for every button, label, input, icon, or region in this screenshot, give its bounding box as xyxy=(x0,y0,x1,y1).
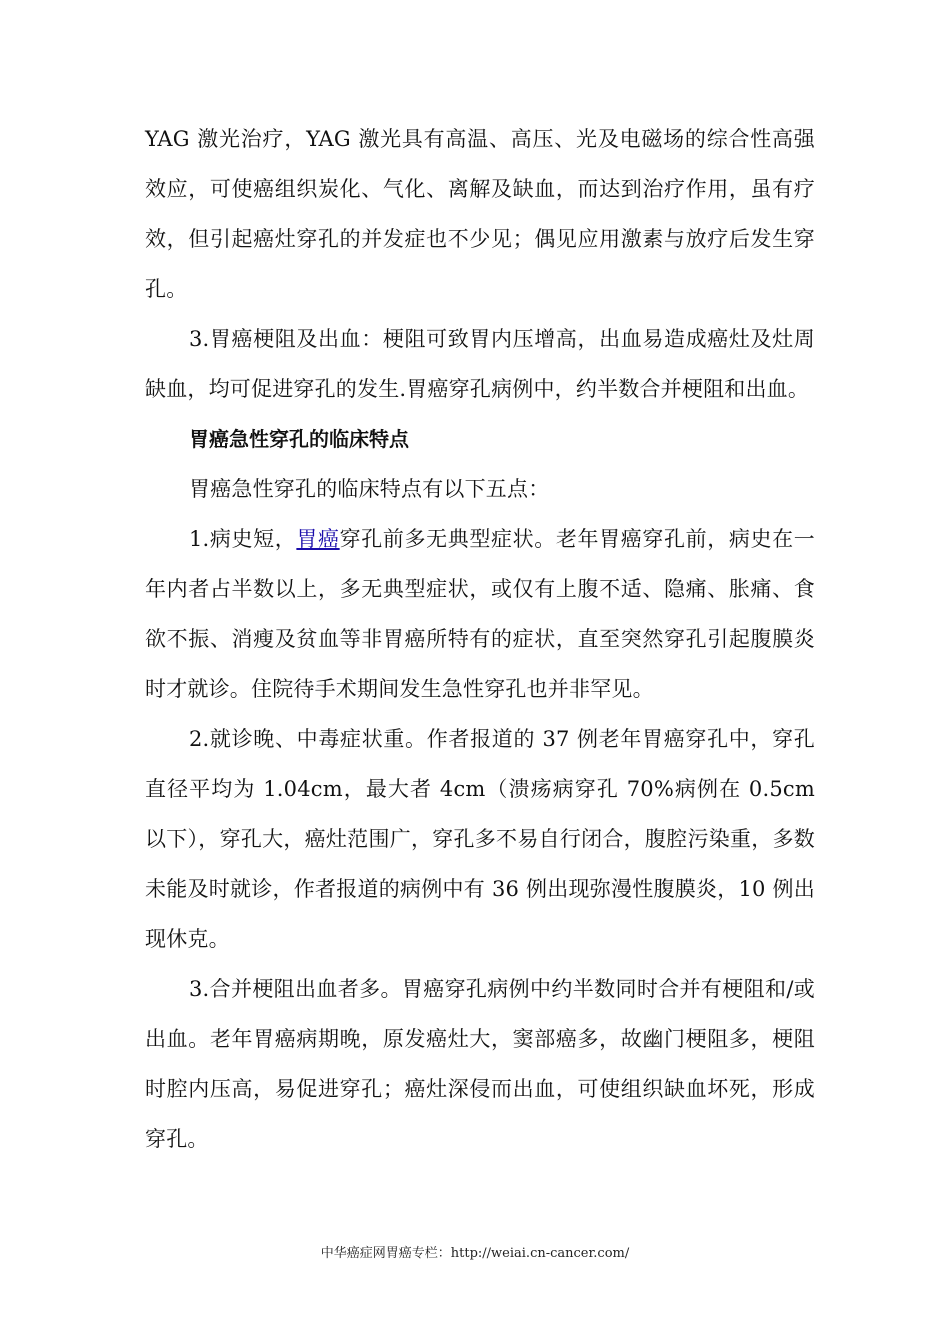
page-footer: 中华癌症网胃癌专栏：http://weiai.cn-cancer.com/ xyxy=(320,1246,630,1261)
point-1-prefix: 1.病史短， xyxy=(189,527,297,551)
section-intro: 胃癌急性穿孔的临床特点有以下五点： xyxy=(189,477,550,501)
point-1-rest: 穿孔前多无典型症状。老年胃癌穿孔前，病史在一年内者占半数以上，多无典型症状，或仅有上腹不适、隐痛、胀痛、食欲不振、消瘦及贫血等非胃癌所特有的症状，直至突然穿孔引起腹膜炎时才就诊。住院待手术期间发生急性穿孔也并非罕见。 xyxy=(145,527,815,701)
point-1-paragraph xyxy=(145,514,815,714)
document-body xyxy=(145,114,815,1164)
point-2-paragraph: 2.就诊晚、中毒症状重。作者报道的 37 例老年胃癌穿孔中，穿孔直径平均为 1.04cm，最大者 4cm（溃疡病穿孔 70%病例在 0.5cm 以下），穿孔大，癌灶范围广，穿孔多不易自行闭合，腹腔污染重，多数未能及时就诊，作者报道的病例中有 36 例出现弥漫性腹膜炎，10 例出现休克。 xyxy=(145,727,815,951)
paragraph-yag: YAG 激光治疗，YAG 激光具有高温、高压、光及电磁场的综合性高强效应，可使癌组织炭化、气化、离解及缺血，而达到治疗作用，虽有疗效，但引起癌灶穿孔的并发症也不少见；偶见应用激素与放疗后发生穿孔。 xyxy=(145,127,815,301)
point-3-paragraph: 3.合并梗阻出血者多。胃癌穿孔病例中约半数同时合并有梗阻和/或出血。老年胃癌病期晚，原发癌灶大，窦部癌多，故幽门梗阻多，梗阻时腔内压高，易促进穿孔；癌灶深侵而出血，可使组织缺血坏死，形成穿孔。 xyxy=(145,977,815,1151)
section-heading: 胃癌急性穿孔的临床特点 xyxy=(189,427,409,451)
paragraph-obstruction-bleeding: 3.胃癌梗阻及出血：梗阻可致胃内压增高，出血易造成癌灶及灶周缺血，均可促进穿孔的发生.胃癌穿孔病例中，约半数合并梗阻和出血。 xyxy=(145,327,815,401)
stomach-cancer-link[interactable]: 胃癌 xyxy=(296,527,340,551)
